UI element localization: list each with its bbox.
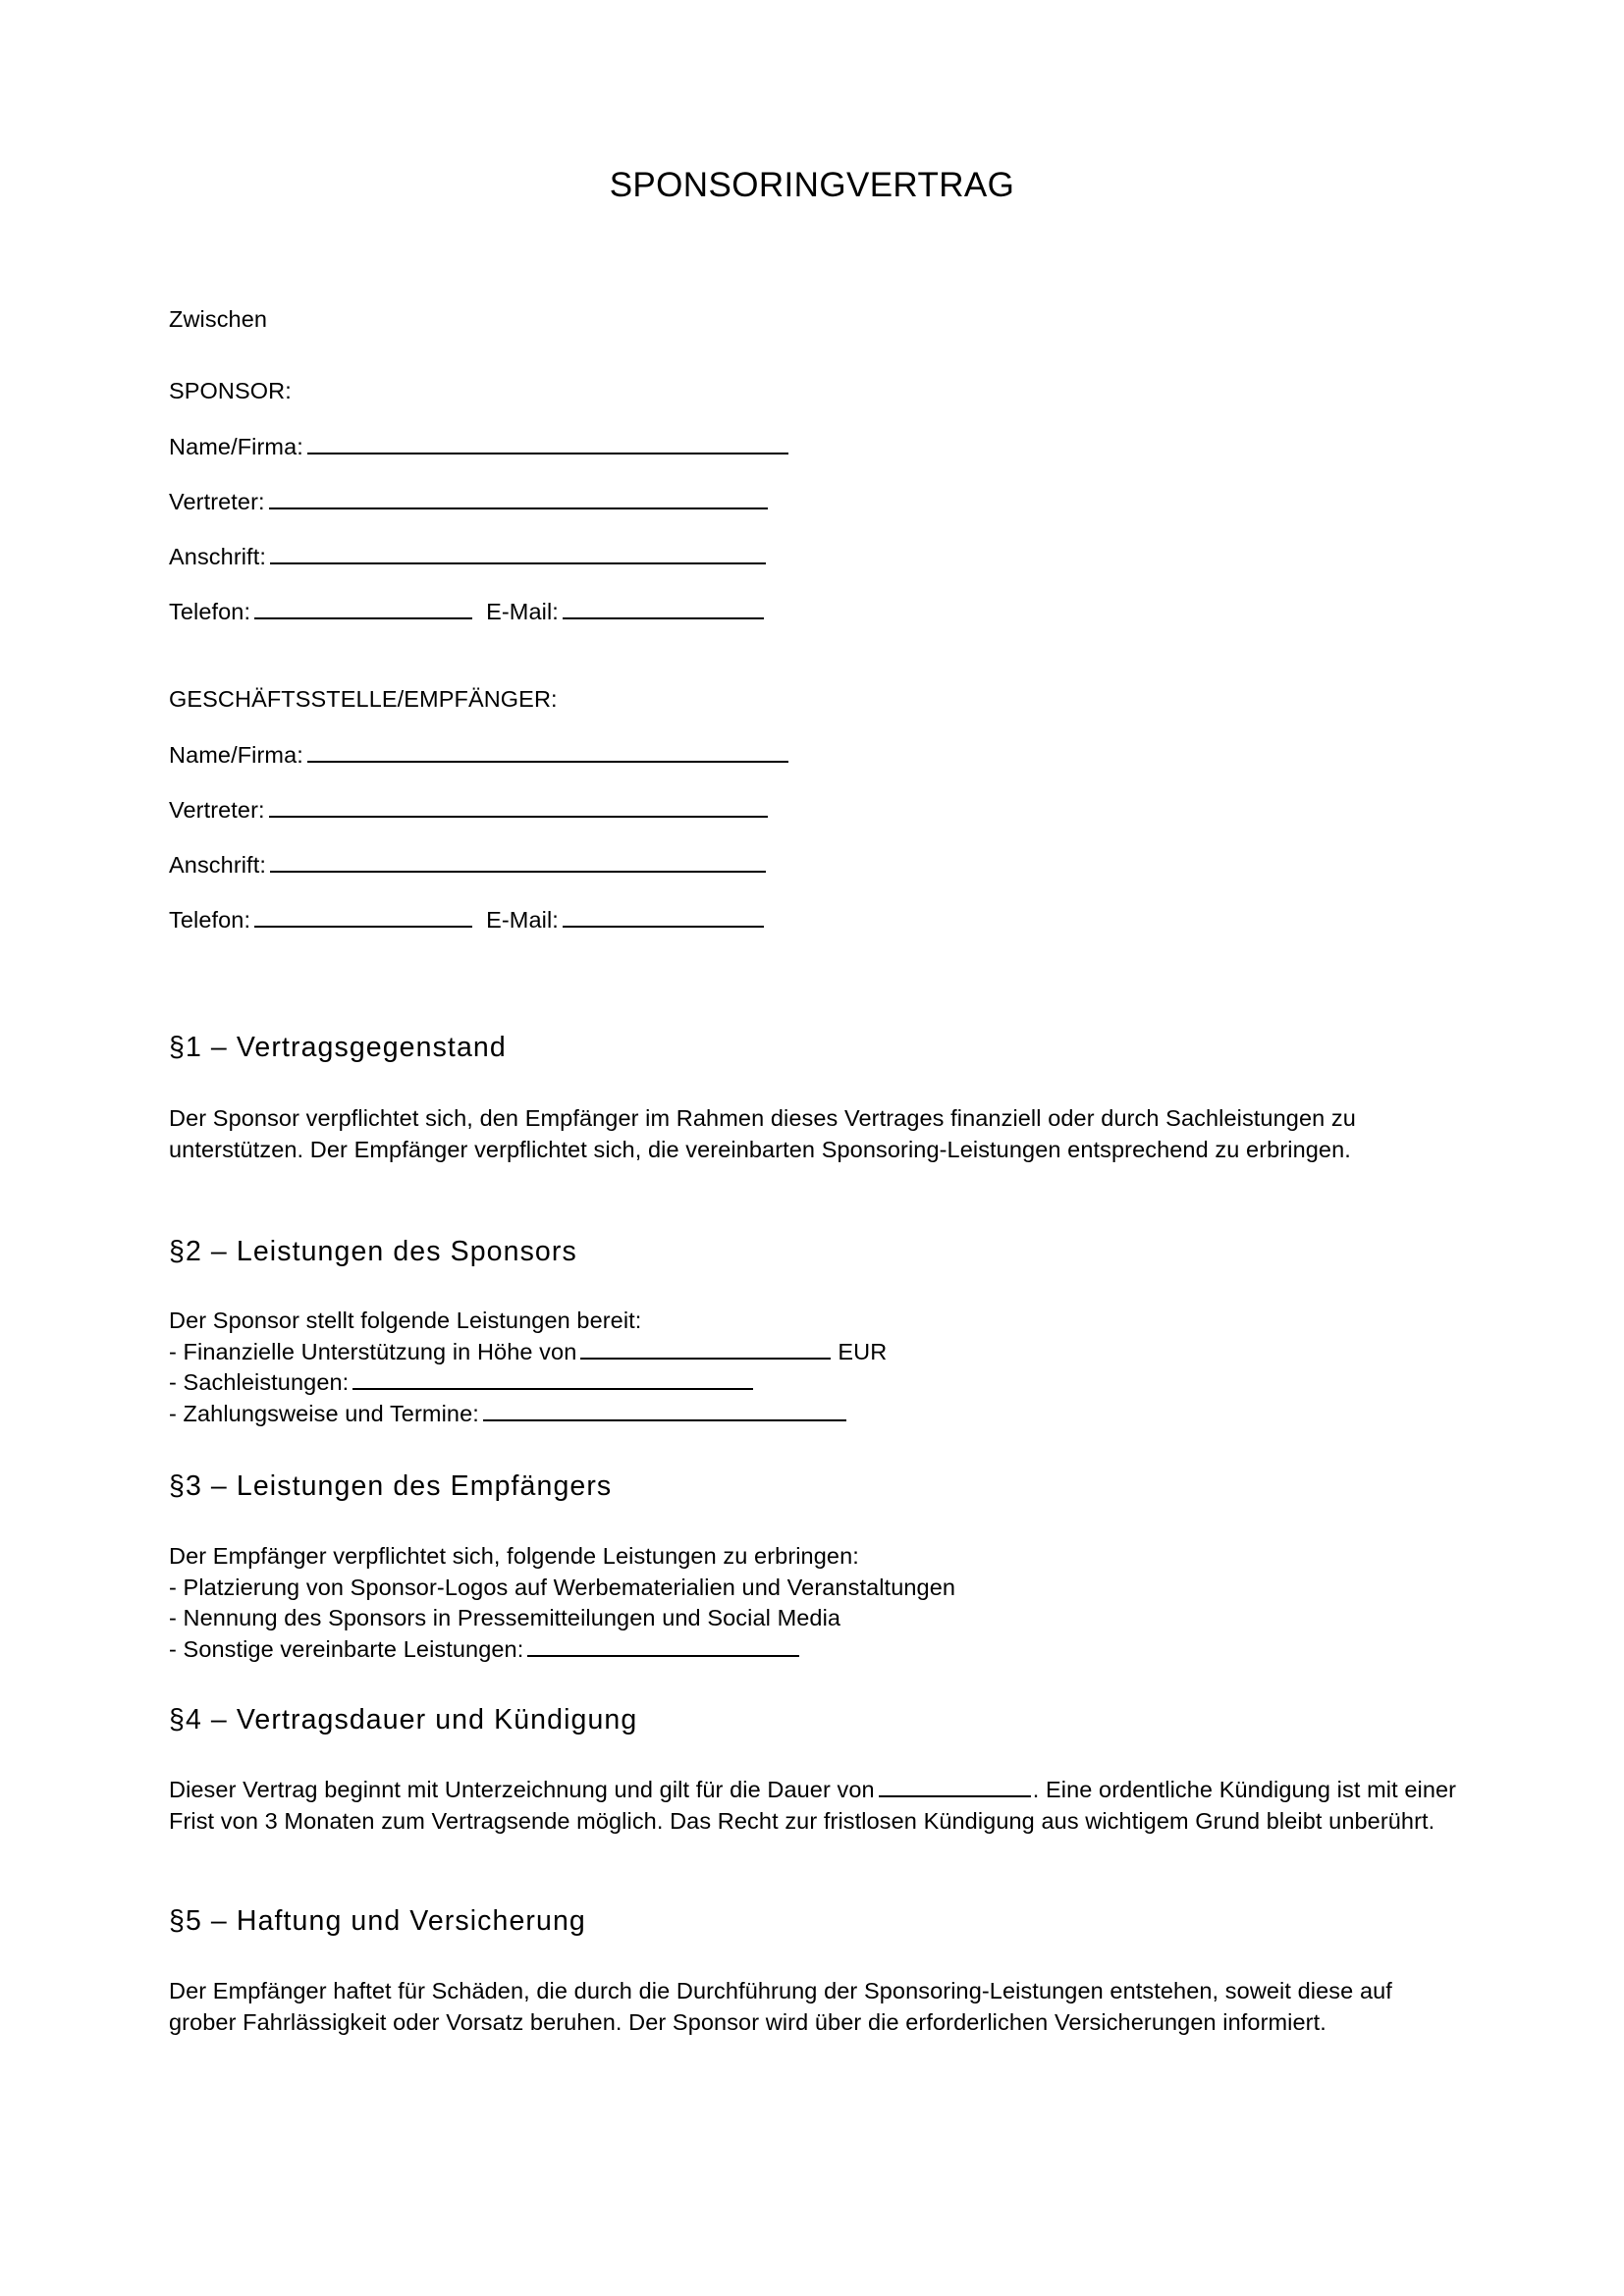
sponsor-email-label: E-Mail: xyxy=(486,599,559,624)
section-3-intro: Der Empfänger verpflichtet sich, folgende Leistungen zu erbringen: xyxy=(169,1543,859,1569)
empfaenger-name-input[interactable] xyxy=(307,742,788,763)
section-5-heading: §5 – Haftung und Versicherung xyxy=(169,1905,586,1937)
section-2-item-1 xyxy=(169,1337,887,1368)
section-3-list xyxy=(169,1541,955,1665)
section-3-sonstige-input[interactable] xyxy=(527,1636,799,1657)
page-title: SPONSORINGVERTRAG xyxy=(609,166,1015,204)
section-2-list xyxy=(169,1306,887,1429)
section-2-intro: Der Sponsor stellt folgende Leistungen bereit: xyxy=(169,1308,642,1333)
section-3-item-3-label: - Sonstige vereinbarte Leistungen: xyxy=(169,1635,524,1662)
section-1-heading: §1 – Vertragsgegenstand xyxy=(169,1032,507,1063)
empfaenger-anschrift-row xyxy=(169,850,768,880)
empfaenger-email-label: E-Mail: xyxy=(486,907,559,933)
sponsor-name-input[interactable] xyxy=(307,434,788,454)
sponsor-name-label: Name/Firma: xyxy=(169,434,303,459)
sponsor-telefon-label: Telefon: xyxy=(169,599,251,624)
section-2-item-3 xyxy=(169,1399,887,1430)
section-1-body: Der Sponsor verpflichtet sich, den Empfänger im Rahmen dieses Vertrages finanziell oder durch Sachleistungen zu unterstützen. Der Empfänger verpflichtet sich, die vereinbarten Sponsoring-Leistungen entsprechend zu erbringen. xyxy=(169,1105,1356,1162)
empfaenger-telefon-label: Telefon: xyxy=(169,907,251,933)
section-2-sachleistungen-input[interactable] xyxy=(352,1369,753,1390)
section-3-item-1: - Platzierung von Sponsor-Logos auf Werbematerialien und Veranstaltungen xyxy=(169,1574,956,1600)
empfaenger-anschrift-label: Anschrift: xyxy=(169,852,266,878)
section-4-body xyxy=(169,1775,1463,1837)
empfaenger-vertreter-label: Vertreter: xyxy=(169,797,265,823)
section-2-amount-input[interactable] xyxy=(580,1339,831,1360)
sponsor-anschrift-input[interactable] xyxy=(270,544,766,564)
empfaenger-heading: GESCHÄFTSSTELLE/EMPFÄNGER: xyxy=(169,686,558,712)
empfaenger-anschrift-input[interactable] xyxy=(270,852,766,873)
section-4-body-post: . Eine ordentliche Kündigung ist mit einer Frist von 3 Monaten zum Vertragsende möglich. Das Recht zur fristlosen Kündigung aus wichtigem Grund bleibt unberührt. xyxy=(169,1777,1457,1834)
sponsor-anschrift-label: Anschrift: xyxy=(169,544,266,569)
section-2-item-3-label: - Zahlungsweise und Termine: xyxy=(169,1400,479,1426)
empfaenger-vertreter-input[interactable] xyxy=(269,797,768,818)
section-3-item-2: - Nennung des Sponsors in Pressemitteilungen und Social Media xyxy=(169,1605,841,1630)
section-4-body-pre: Dieser Vertrag beginnt mit Unterzeichnung und gilt für die Dauer von xyxy=(169,1777,875,1802)
section-3-heading: §3 – Leistungen des Empfängers xyxy=(169,1470,613,1502)
empfaenger-name-label: Name/Firma: xyxy=(169,742,303,768)
empfaenger-name-row xyxy=(169,740,790,770)
sponsor-vertreter-label: Vertreter: xyxy=(169,489,265,514)
sponsor-name-row xyxy=(169,432,790,461)
sponsor-anschrift-row xyxy=(169,542,768,571)
empfaenger-vertreter-row xyxy=(169,795,770,825)
intro-text: Zwischen xyxy=(169,306,268,332)
section-2-zahlungsweise-input[interactable] xyxy=(483,1401,846,1421)
sponsor-telefon-input[interactable] xyxy=(254,599,472,619)
section-4-dauer-input[interactable] xyxy=(879,1777,1031,1797)
section-2-item-1-label: - Finanzielle Unterstützung in Höhe von xyxy=(169,1338,577,1364)
section-4-heading: §4 – Vertragsdauer und Kündigung xyxy=(169,1704,638,1735)
empfaenger-contact-row xyxy=(169,905,766,934)
section-2-heading: §2 – Leistungen des Sponsors xyxy=(169,1236,577,1267)
empfaenger-telefon-input[interactable] xyxy=(254,907,472,928)
sponsor-vertreter-input[interactable] xyxy=(269,489,768,509)
empfaenger-email-input[interactable] xyxy=(563,907,764,928)
section-2-item-2 xyxy=(169,1367,887,1399)
section-5-body: Der Empfänger haftet für Schäden, die durch die Durchführung der Sponsoring-Leistungen entstehen, soweit diese auf grober Fahrlässigkeit oder Vorsatz beruhen. Der Sponsor wird über die erforderlichen Versicherungen informiert. xyxy=(169,1978,1392,2035)
sponsor-contact-row xyxy=(169,597,766,626)
sponsor-vertreter-row xyxy=(169,487,770,516)
sponsor-email-input[interactable] xyxy=(563,599,764,619)
sponsor-heading: SPONSOR: xyxy=(169,378,292,403)
section-2-currency: EUR xyxy=(838,1338,888,1364)
section-2-item-2-label: - Sachleistungen: xyxy=(169,1369,350,1395)
section-3-item-3 xyxy=(169,1634,955,1666)
